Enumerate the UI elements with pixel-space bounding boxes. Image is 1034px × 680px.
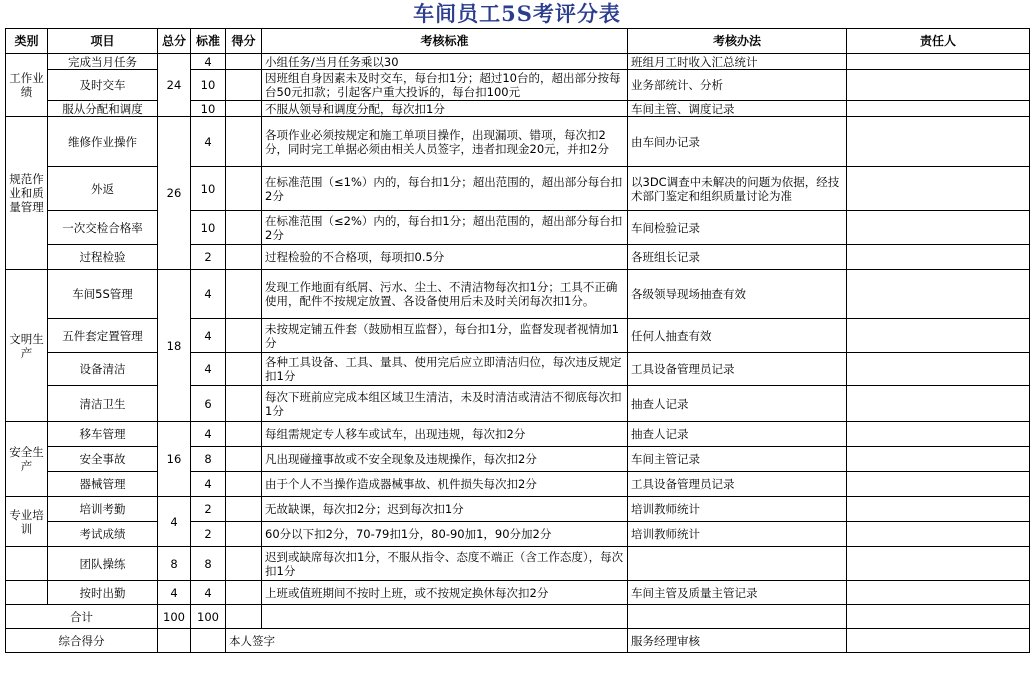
- responsible-cell[interactable]: [847, 245, 1030, 270]
- table-row: [6, 117, 1030, 167]
- header-row: [6, 29, 1030, 54]
- responsible-cell[interactable]: [847, 270, 1030, 319]
- criteria-cell: 各种工具设备、工具、量具、使用完后应立即清洁归位，每次违反规定扣1分: [262, 353, 628, 386]
- manager-signature-cell[interactable]: [847, 629, 1030, 653]
- header-item: 项目: [48, 29, 158, 54]
- responsible-cell[interactable]: [847, 547, 1030, 581]
- standard-cell: 2: [191, 522, 226, 547]
- category-cell: [6, 547, 48, 581]
- standard-cell: 8: [191, 547, 226, 581]
- method-cell: 工具设备管理员记录: [628, 472, 847, 497]
- criteria-cell: 迟到或缺席每次扣1分，不服从指令、态度不端正（含工作态度），每次扣1分: [262, 547, 628, 581]
- method-cell: 培训教师统计: [628, 497, 847, 522]
- item-cell: 外返: [48, 167, 158, 211]
- score-cell[interactable]: [226, 353, 262, 386]
- criteria-cell: 60分以下扣2分，70-79扣1分，80-90加1，90分加2分: [262, 522, 628, 547]
- standard-cell: 2: [191, 497, 226, 522]
- responsible-cell[interactable]: [847, 101, 1030, 117]
- standard-cell: 4: [191, 422, 226, 447]
- criteria-cell: 在标准范围（≤1%）内的，每台扣1分；超出范围的，超出部分每台扣2分: [262, 167, 628, 211]
- method-cell: 培训教师统计: [628, 522, 847, 547]
- total-cell: 4: [158, 581, 191, 605]
- total-cell: 18: [158, 270, 191, 422]
- item-cell: 完成当月任务: [48, 54, 158, 70]
- score-cell[interactable]: [226, 117, 262, 167]
- overall-row: [6, 629, 1030, 653]
- method-cell: 车间检验记录: [628, 211, 847, 245]
- method-cell: 车间主管、调度记录: [628, 101, 847, 117]
- criteria-cell: 不服从领导和调度分配，每次扣1分: [262, 101, 628, 117]
- responsible-cell[interactable]: [847, 422, 1030, 447]
- manager-label: 服务经理审核: [628, 629, 847, 653]
- method-cell: 由车间办记录: [628, 117, 847, 167]
- responsible-cell[interactable]: [847, 211, 1030, 245]
- score-cell[interactable]: [226, 422, 262, 447]
- item-cell: 移车管理: [48, 422, 158, 447]
- criteria-cell: 未按规定铺五件套（鼓励相互监督），每台扣1分，监督发现者视情加1分: [262, 319, 628, 353]
- standard-cell: 10: [191, 101, 226, 117]
- standard-cell: 4: [191, 472, 226, 497]
- responsible-cell[interactable]: [847, 117, 1030, 167]
- standard-cell: 2: [191, 245, 226, 270]
- item-cell: 维修作业操作: [48, 117, 158, 167]
- table-row: [6, 270, 1030, 319]
- score-cell[interactable]: [226, 211, 262, 245]
- standard-cell: 4: [191, 581, 226, 605]
- criteria-cell: 凡出现碰撞事故或不安全现象及违规操作，每次扣2分: [262, 447, 628, 472]
- method-cell: 各班组长记录: [628, 245, 847, 270]
- sum-total: 100: [158, 605, 191, 629]
- standard-cell: 10: [191, 70, 226, 101]
- category-cell: 安全生产: [6, 422, 48, 497]
- overall-total-blank: [158, 629, 191, 653]
- item-cell: 一次交检合格率: [48, 211, 158, 245]
- criteria-cell: 小组任务/当月任务乘以30: [262, 54, 628, 70]
- method-cell: 班组月工时收入汇总统计: [628, 54, 847, 70]
- category-cell: 文明生产: [6, 270, 48, 422]
- score-cell[interactable]: [226, 581, 262, 605]
- method-cell: 车间主管及质量主管记录: [628, 581, 847, 605]
- criteria-cell: 因班组自身因素未及时交车，每台扣1分；超过10台的，超出部分按每台50元扣款；引起客户重大投诉的，每台扣100元: [262, 70, 628, 101]
- responsible-cell[interactable]: [847, 353, 1030, 386]
- table-row: [6, 497, 1030, 522]
- item-cell: 五件套定置管理: [48, 319, 158, 353]
- standard-cell: 6: [191, 386, 226, 422]
- header-total: 总分: [158, 29, 191, 54]
- responsible-cell[interactable]: [847, 70, 1030, 101]
- header-responsible: 责任人: [847, 29, 1030, 54]
- method-cell: 以3DC调查中未解决的问题为依据，经技术部门鉴定和组织质量讨论为准: [628, 167, 847, 211]
- item-cell: 及时交车: [48, 70, 158, 101]
- score-cell[interactable]: [226, 70, 262, 101]
- category-cell: 工作业绩: [6, 54, 48, 117]
- criteria-cell: 每次下班前应完成本组区域卫生清洁，未及时清洁或清洁不彻底每次扣1分: [262, 386, 628, 422]
- sum-score[interactable]: [226, 605, 262, 629]
- score-cell[interactable]: [226, 319, 262, 353]
- responsible-cell[interactable]: [847, 522, 1030, 547]
- table-row: [6, 422, 1030, 447]
- table-row: [6, 54, 1030, 70]
- criteria-cell: 每组需规定专人移车或试车，出现违规，每次扣2分: [262, 422, 628, 447]
- standard-cell: 4: [191, 117, 226, 167]
- standard-cell: 4: [191, 353, 226, 386]
- sum-method-blank: [628, 605, 847, 629]
- score-cell[interactable]: [226, 447, 262, 472]
- sum-criteria-blank: [262, 605, 628, 629]
- header-criteria: 考核标准: [262, 29, 628, 54]
- criteria-cell: 发现工作地面有纸屑、污水、尘土、不清洁物每次扣1分；工具不正确使用，配件不按规定放置、各设备使用后未及时关闭每次扣1分。: [262, 270, 628, 319]
- responsible-cell[interactable]: [847, 497, 1030, 522]
- score-cell[interactable]: [226, 54, 262, 70]
- category-cell: 规范作业和质量管理: [6, 117, 48, 270]
- evaluation-table: [5, 28, 1030, 653]
- item-cell: 器械管理: [48, 472, 158, 497]
- responsible-cell[interactable]: [847, 386, 1030, 422]
- header-category: 类别: [6, 29, 48, 54]
- method-cell: 任何人抽查有效: [628, 319, 847, 353]
- item-cell: 培训考勤: [48, 497, 158, 522]
- total-cell: 26: [158, 117, 191, 270]
- overall-label: 综合得分: [6, 629, 158, 653]
- method-cell: 工具设备管理员记录: [628, 353, 847, 386]
- criteria-cell: 由于个人不当操作造成器械事故、机件损失每次扣2分: [262, 472, 628, 497]
- sum-responsible-blank: [847, 605, 1030, 629]
- criteria-cell: 无故缺课，每次扣2分；迟到每次扣1分: [262, 497, 628, 522]
- responsible-cell[interactable]: [847, 447, 1030, 472]
- method-cell: 车间主管记录: [628, 447, 847, 472]
- score-cell[interactable]: [226, 547, 262, 581]
- item-cell: 服从分配和调度: [48, 101, 158, 117]
- header-score: 得分: [226, 29, 262, 54]
- item-cell: 团队操练: [48, 547, 158, 581]
- score-cell[interactable]: [226, 101, 262, 117]
- responsible-cell[interactable]: [847, 472, 1030, 497]
- score-cell[interactable]: [226, 167, 262, 211]
- standard-cell: 4: [191, 270, 226, 319]
- method-cell: 业务部统计、分析: [628, 70, 847, 101]
- signature-label: 本人签字: [226, 629, 628, 653]
- responsible-cell[interactable]: [847, 319, 1030, 353]
- total-cell: 4: [158, 497, 191, 547]
- responsible-cell[interactable]: [847, 581, 1030, 605]
- item-cell: 安全事故: [48, 447, 158, 472]
- criteria-cell: 在标准范围（≤2%）内的，每台扣1分；超出范围的，超出部分每台扣2分: [262, 211, 628, 245]
- standard-cell: 10: [191, 167, 226, 211]
- item-cell: 清洁卫生: [48, 386, 158, 422]
- item-cell: 按时出勤: [48, 581, 158, 605]
- item-cell: 过程检验: [48, 245, 158, 270]
- item-cell: 考试成绩: [48, 522, 158, 547]
- standard-cell: 4: [191, 54, 226, 70]
- criteria-cell: 各项作业必须按规定和施工单项目操作，出现漏项、错项，每次扣2分，同时完工单据必须由相关人员签字，违者扣现金20元，并扣2分: [262, 117, 628, 167]
- header-standard: 标准: [191, 29, 226, 54]
- method-cell: 各级领导现场抽查有效: [628, 270, 847, 319]
- method-cell: 抽查人记录: [628, 386, 847, 422]
- responsible-cell[interactable]: [847, 54, 1030, 70]
- total-cell: 8: [158, 547, 191, 581]
- sum-label: 合计: [6, 605, 158, 629]
- score-cell[interactable]: [226, 497, 262, 522]
- overall-standard-blank: [191, 629, 226, 653]
- score-cell[interactable]: [226, 386, 262, 422]
- criteria-cell: 上班或值班期间不按时上班，或不按规定换休每次扣2分: [262, 581, 628, 605]
- standard-cell: 4: [191, 319, 226, 353]
- score-cell[interactable]: [226, 245, 262, 270]
- page-title: 车间员工5S考评分表: [413, 1, 621, 26]
- score-cell[interactable]: [226, 472, 262, 497]
- sum-row: [6, 605, 1030, 629]
- header-method: 考核办法: [628, 29, 847, 54]
- total-cell: 24: [158, 54, 191, 117]
- responsible-cell[interactable]: [847, 167, 1030, 211]
- table-row: [6, 547, 1030, 581]
- method-cell: [628, 547, 847, 581]
- item-cell: 设备清洁: [48, 353, 158, 386]
- score-cell[interactable]: [226, 270, 262, 319]
- score-cell[interactable]: [226, 522, 262, 547]
- criteria-cell: 过程检验的不合格项，每项扣0.5分: [262, 245, 628, 270]
- total-cell: 16: [158, 422, 191, 497]
- standard-cell: 10: [191, 211, 226, 245]
- method-cell: 抽查人记录: [628, 422, 847, 447]
- item-cell: 车间5S管理: [48, 270, 158, 319]
- category-cell: 专业培训: [6, 497, 48, 547]
- category-cell: [6, 581, 48, 605]
- table-row: [6, 581, 1030, 605]
- standard-cell: 8: [191, 447, 226, 472]
- sum-standard: 100: [191, 605, 226, 629]
